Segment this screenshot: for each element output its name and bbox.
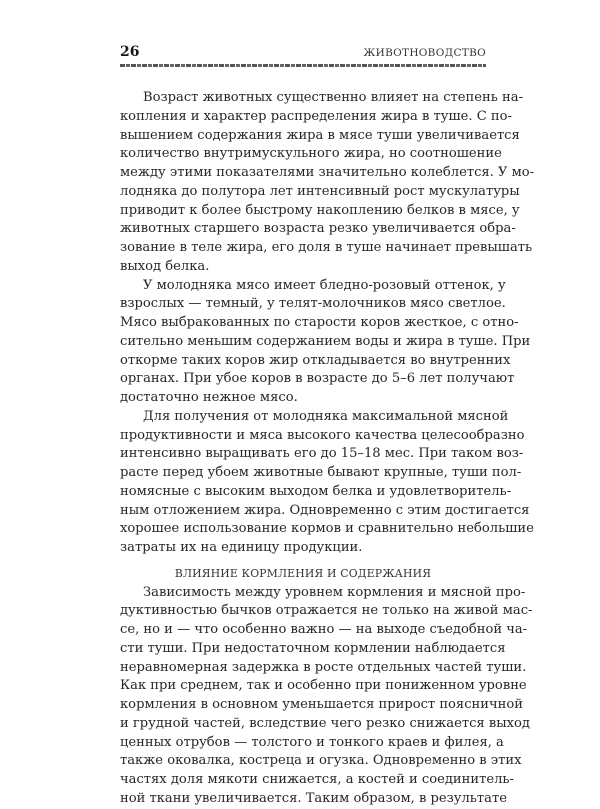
- text-line: между этими показателями значительно колеблется. У мо-: [120, 165, 535, 180]
- paragraph-feeding-influence: [120, 584, 533, 809]
- text-line: приводит к более быстрому накоплению белков в мясе, у: [120, 202, 520, 218]
- text-line: ценных отрубов — толстого и тонкого краев и филея, а: [120, 734, 504, 750]
- text-line: У молодняка мясо имеет бледно-розовый оттенок, у: [143, 277, 506, 293]
- text-line: откорме таких коров жир откладывается во внутренних: [120, 352, 511, 368]
- text-line: Как при среднем, так и особенно при пониженном уровне: [120, 678, 527, 694]
- text-line: Зависимость между уровнем кормления и мясной про-: [143, 584, 526, 600]
- text-line: сительно меньшим содержанием воды и жира в туше. При: [120, 333, 531, 349]
- text-line: органах. При убое коров в возрасте до 5–6 лет получают: [120, 371, 515, 387]
- text-line: вышением содержания жира в мясе туши увеличивается: [120, 127, 520, 143]
- text-line: копления и характер распределения жира в туше. С по-: [120, 108, 512, 124]
- text-line: хорошее использование кормов и сравнительно небольшие: [120, 521, 534, 537]
- text-line: частях доля мякоти снижается, а костей и соединитель-: [120, 772, 514, 787]
- text-line: затраты их на единицу продукции.: [120, 540, 363, 555]
- header-rule-divider: [120, 64, 486, 67]
- text-line: номясные с высоким выходом белка и удовлетворитель-: [120, 483, 512, 499]
- running-section-title: ЖИВОТНОВОДСТВО: [363, 47, 486, 59]
- section-subheading: ВЛИЯНИЕ КОРМЛЕНИЯ И СОДЕРЖАНИЯ: [174, 566, 432, 580]
- text-line: се, но и — что особенно важно — на выходе съедобной ча-: [120, 622, 528, 637]
- text-line: сти туши. При недостаточном кормлении наблюдается: [120, 640, 506, 656]
- text-line: кормления в основном уменьшается прирост поясничной: [120, 697, 523, 712]
- paragraph-age-influence: [120, 89, 535, 277]
- text-line: Для получения от молодняка максимальной мясной: [143, 408, 509, 424]
- page-number: 26: [120, 44, 140, 60]
- text-line: дуктивностью бычков отражается не только на живой мас-: [120, 603, 533, 619]
- paragraph-meat-color: [120, 277, 531, 408]
- text-line: интенсивно выращивать его до 15–18 мес. При таком воз-: [120, 446, 524, 462]
- text-line: животных старшего возраста резко увеличивается обра-: [120, 221, 516, 237]
- body-text: [120, 89, 535, 809]
- text-line: неравномерная задержка в росте отдельных частей туши.: [120, 659, 527, 675]
- text-line: и грудной частей, вследствие чего резко снижается выход: [120, 715, 530, 731]
- text-line: лодняка до полутора лет интенсивный рост мускулатуры: [120, 183, 520, 199]
- running-header: [120, 44, 486, 60]
- text-line: расте перед убоем животные бывают крупные, туши пол-: [120, 465, 522, 480]
- text-line: выход белка.: [120, 258, 210, 274]
- text-line: также оковалка, кострецa и огузка. Одновременно в этих: [120, 753, 522, 769]
- text-line: продуктивности и мяса высокого качества целесообразно: [120, 427, 525, 443]
- text-line: взрослых — темный, у телят-молочников мясо светлое.: [120, 296, 506, 312]
- paragraph-young-stock-rearing: [120, 408, 534, 558]
- text-line: ным отложением жира. Одновременно с этим достигается: [120, 502, 530, 518]
- text-line: зование в теле жира, его доля в туше начинает превышать: [120, 240, 533, 255]
- text-line: Мясо выбракованных по старости коров жесткое, с отно-: [120, 315, 519, 330]
- text-line: ной ткани увеличивается. Таким образом, в результате: [120, 790, 507, 806]
- text-line: достаточно нежное мясо.: [120, 390, 298, 405]
- text-line: Возраст животных существенно влияет на степень на-: [143, 90, 524, 105]
- text-line: количество внутримускульного жира, но соотношение: [120, 146, 502, 162]
